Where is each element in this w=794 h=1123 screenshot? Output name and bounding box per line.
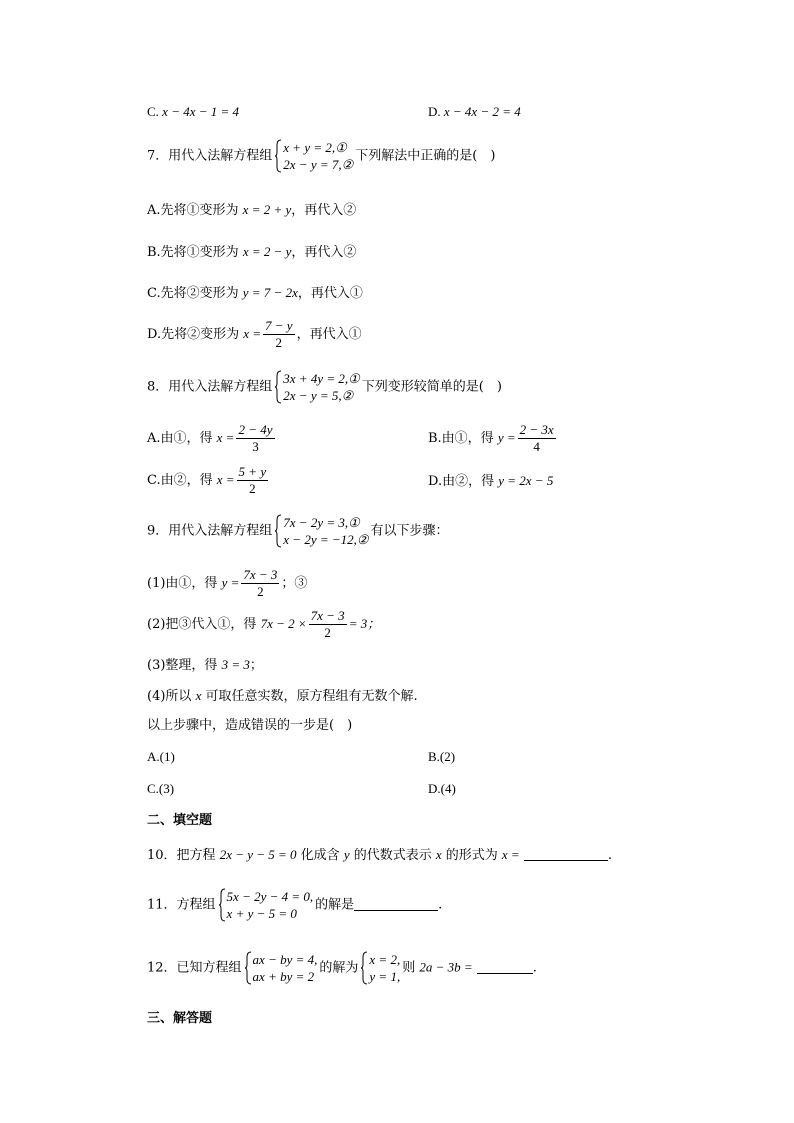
brace-icon	[274, 514, 282, 548]
q9-option-c: C.(3)	[147, 781, 175, 796]
q12-solution-system: x = 2, y = 1,	[360, 951, 400, 985]
q9-option-a: A.(1)	[147, 749, 175, 764]
q9-step-4: (4)所以 x 可取任意实数，原方程组有无数个解.	[147, 688, 418, 704]
q12: 12．已知方程组 ax − by = 4, ax + by = 2 的解为 x = 2, y = 1, 则 2a − 3b = .	[147, 952, 537, 984]
q9-stem: 9．用代入法解方程组 7x − 2y = 3,① x − 2y = −12,② 有以下步骤：	[147, 515, 449, 547]
q7-stem: 7．用代入法解方程组 x + y = 2,① 2x − y = 7,② 下列解法中正确的是( )	[147, 140, 496, 172]
q7-option-d-fraction: $\frac{7 - y}{2}$	[265, 318, 293, 350]
q8-option-d: D.由②，得 y = 2x − 5	[428, 473, 554, 489]
section-fill-in-title: 二、填空题	[147, 813, 213, 828]
q8-option-a: A.由①，得 x = $\frac{2 - 4y}{3}$	[147, 422, 273, 454]
brace-icon	[274, 139, 282, 173]
section-solution-title: 三、解答题	[147, 1011, 213, 1026]
q7-option-d: D.先将②变形为 x = $\frac{7 - y}{2}$ ，再代入①	[147, 318, 362, 350]
q10: 10．把方程 2x − y − 5 = 0 化成含 y 的代数式表示 x 的形式为 x = .	[147, 847, 612, 863]
q9-step-1-fraction: $\frac{7x - 3}{2}$	[243, 567, 278, 599]
q6-option-c: C. x − 4x − 1 = 4	[147, 104, 240, 119]
q9-option-d: D.(4)	[428, 781, 456, 796]
q7-option-b: B.先将①变形为 x = 2 − y，再代入②	[147, 244, 357, 260]
q9-step-1: (1)由①，得 y = $\frac{7x - 3}{2}$ ；③	[147, 567, 308, 599]
q11: 11．方程组 5x − 2y − 4 = 0, x + y − 5 = 0 的解是 .	[147, 889, 443, 921]
q8-equation-system: 3x + 4y = 2,① 2x − y = 5,②	[274, 370, 360, 404]
q10-answer-blank[interactable]	[524, 846, 608, 861]
q8-stem: 8．用代入法解方程组 3x + 4y = 2,① 2x − y = 5,② 下列变形较简单的是( )	[147, 371, 502, 403]
q9-step-2: (2)把③代入①，得 7x − 2 × $\frac{7x - 3}{2}$ = 3；	[147, 608, 381, 640]
q9-step-3: (3)整理，得 3 = 3；	[147, 657, 263, 673]
q9-equation-system: 7x − 2y = 3,① x − 2y = −12,②	[274, 514, 368, 548]
brace-icon	[218, 888, 226, 922]
q8-option-c: C.由②，得 x = $\frac{5 + y}{2}$	[147, 464, 267, 496]
brace-icon	[244, 951, 252, 985]
q11-answer-blank[interactable]	[354, 896, 438, 911]
q8-option-a-fraction: $\frac{2 - 4y}{3}$	[238, 422, 273, 454]
brace-icon	[360, 951, 368, 985]
q7-equation-system: x + y = 2,① 2x − y = 7,②	[274, 139, 353, 173]
q8-option-b: B.由①，得 y = $\frac{2 - 3x}{4}$	[428, 422, 554, 454]
q11-equation-system: 5x − 2y − 4 = 0, x + y − 5 = 0	[218, 888, 314, 922]
q7-option-c: C.先将②变形为 y = 7 − 2x，再代入①	[147, 285, 363, 301]
q8-option-c-fraction: $\frac{5 + y}{2}$	[238, 464, 267, 496]
brace-icon	[274, 370, 282, 404]
q9-option-b: B.(2)	[428, 749, 456, 764]
q12-answer-blank[interactable]	[477, 959, 533, 974]
q9-step-2-fraction: $\frac{7x - 3}{2}$	[310, 608, 345, 640]
q12-equation-system: ax − by = 4, ax + by = 2	[244, 951, 318, 985]
q6-option-d: D. x − 4x − 2 = 4	[428, 104, 521, 119]
q8-option-b-fraction: $\frac{2 - 3x}{4}$	[519, 422, 554, 454]
q7-option-a: A.先将①变形为 x = 2 + y，再代入②	[147, 202, 357, 218]
q9-question: 以上步骤中，造成错误的一步是( )	[147, 718, 353, 733]
